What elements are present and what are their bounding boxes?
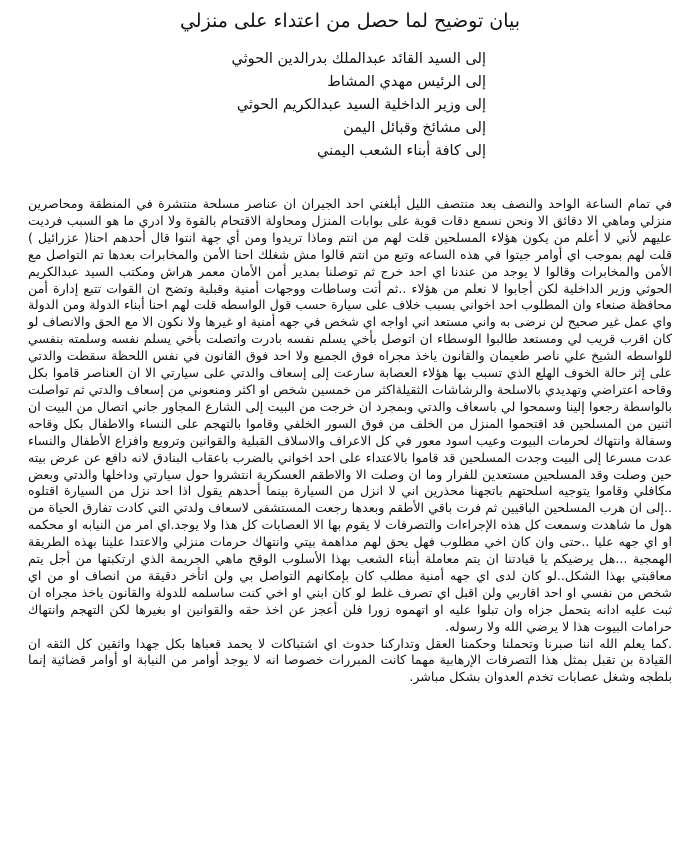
addressee-line: إلى كافة أبناء الشعب اليمني — [317, 143, 486, 159]
addressee-list — [16, 48, 486, 163]
addressee-line: إلى مشائخ وقبائل اليمن — [343, 120, 486, 136]
body-paragraph: في تمام الساعة الواحد والنصف بعد منتصف الليل أبلغني احد الجيران ان عناصر مسلحة منتشرة في المنطقة ومحاصرين منزلي وماهي الا دقائق الا ونحن نسمع دقات قوية على بوابات المنزل ومحاولة الاقتحام بالقوة ولا ادري ما هو السبب فرديت عليهم لأني لا أعلم من يكون هؤلاء المسلحين قلت لهم من انتم وماذا تريدوا ومن أي جهة انتوا قال أحدهم احنا( عزرائيل ) قلت لهم بموجب اي أوامر جيتوا في هذه الساعه وتبع من انتم قالوا مش شغلك احنا الأمن والمخابرات بعدها تم التواصل مع الأمن والمخابرات وقالوا لا يوجد من عندنا اي احد خرج ثم توصلنا بمدير أمن الأمان معمر هراش ومكتب السيد عبدالكريم الحوثي وزير الداخلية لكن أجابوا لا نعلم من هؤلاء ..ثم أتت وساطات ووجهات أمنية وقبلية وتضح ان القوات تتبع إدارة أمن محافظة صنعاء وان المطلوب احد اخواني بسبب خلاف على سيارة حسب قول الواسطه قلت لهم احنا أبناء الدولة ومن الدولة واي عمل غير صحيح لن نرضى به واني مستعد اني اواجه اي شخص في جهه أمنية او غيرها ولا نكون الا مع الحق والانصاف لو كان اقرب قريب لي ومستعد طالبوا الوسطاء ان اتوصل بأخي يسلم نفسه بادرت واتصلت بأخي يسلم نفسه وسلمته بنفسي للواسطه الشيخ علي ناصر طعيمان والقانون ياخذ مجراه فوق الجميع ولا احد فوق القانون في نفس اللحظة سقطت والدتي على إثر حالة الخوف الهلع الذي تسبب بها هؤلاء العصابة سارعت إلى إسعاف والدتي على سيارتي الا ان العناصر قاموا بكل وقاحه اعتراضي وتهديدي بالاسلحة والرشاشات الثقيلةاكثر من خمسين شخص او اكثر ومنعوني من إسعاف والدتي ثم تواصلت بالواسطة رجعوا إلينا وسمحوا لي باسعاف والدتي وبمجرد ان خرجت من البيت إلى الشارع المجاور جاني اتصال من البيت ان اثنين من المسلحين قد اقتحموا المنزل من الخلف من فوق السور الخلفي وقاموا بالتهجم على النساء والاطفال بكل وقاحه وسفالة وانتهاك لحرمات البيوت وعيب اسود معور في كل الاعراف والاسلاف القبلية والقوانين وترويع وافزاع الأطفال والنساء عدت مسرعا إلى البيت وجدت المسلحين قد قاموا بالاعتداء على احد اخواني بالضرب باعقاب البنادق لانه دافع عن عرض بيته حين وصلت وقد المسلحين مستعدين للفرار وما ان وصلت الا والاطقم العسكرية انتشروا حول سيارتي وداخلها والدتي وبعض مكافلي وقاموا يتوجيه اسلحتهم باتجهنا محذرين اني لا انزل من السيارة بينما أحدهم يقول اذا احد نزل من السيارة اقتلوه ..إلى ان هرب المسلحين الباقيين ثم فرت باقي الأطقم وبعدها رجعت المستشفى لاسعاف ولدتي التي كادت تفارق الحياة من هول ما شاهدت وسمعت كل هذه الإجراءات والتصرفات لا يقوم بها الا العصابات كل هذا ولا يوجد.اي امر من النيابه او محكمه او اي جهه عليا ..حتى وان كان اخي مطلوب فهل يحق لهم مداهمة بيتي وانتهاك حرمات منزلي والاعتدا علينا بهذه الطريقة الهمجية ...هل يرضيكم يا قيادتنا ان يتم معاملة أبناء الشعب بهذا الأسلوب الوقح ماهي الجريمة الذي ارتكبتها من أجل يتم معاقبتي بهذا الشكل..لو كان لدى اي جهه أمنية مطلب كان بإمكانهم التواصل بي ولن اتأخر دقيقة من انصاف او من اي شخص من نفسي او احد اقاربي ولن اقبل اي تصرف غلط لو كان ابني او اخي كنت ساسلمه للدولة والقانون ياخذ مجراه ان ثبت عليه ادانه يتحمل جزاه وان تبلوا عليه او اتهموه زورا فلن أعجز عن اخذ حقه والقوانين او بغيرها لكن التهجم وانتهاك حرامات البيوت هذا لا يرضي الله ولا رسوله. — [28, 196, 672, 634]
statement-body — [28, 196, 672, 686]
body-paragraph: .كما يعلم الله اننا صبرنا وتحملنا وحكمنا العقل وتداركنا حدوث اي اشتباكات لا يحمد قعباها بكل جهدا واثقين كل الثقه ان القيادة بن تقبل بمثل هذا التصرفات الإرهابية مهما كانت المبررات خصوصا انه لا يوجد أوامر من النيابة او أوامر قضائية إنما بلطجه وشغل عصابات تخدم العدوان بشكل مباشر. — [28, 635, 672, 685]
addressee-line: إلى وزير الداخلية السيد عبدالكريم الحوثي — [236, 97, 486, 113]
statement-title: بيان توضيح لما حصل من اعتداء على منزلي — [179, 10, 521, 32]
addressee-line: إلى الرئيس مهدي المشاط — [327, 74, 486, 90]
addressee-line: إلى السيد القائد عبدالملك بدرالدين الحوثي — [231, 51, 486, 67]
